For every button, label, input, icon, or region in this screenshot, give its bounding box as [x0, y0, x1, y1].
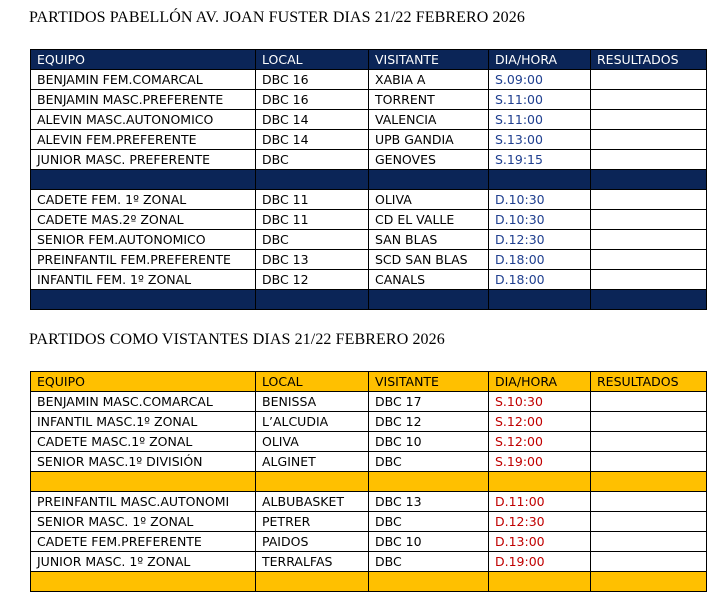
cell-team: ALEVIN FEM.PREFERENTE: [31, 130, 256, 150]
match-row: [31, 70, 707, 90]
cell-result: [591, 150, 707, 170]
separator-cell: [256, 290, 369, 310]
separator-cell: [31, 572, 256, 592]
match-row: [31, 552, 707, 572]
cell-local: DBC: [256, 150, 369, 170]
cell-result: [591, 432, 707, 452]
cell-result: [591, 492, 707, 512]
cell-local: OLIVA: [256, 432, 369, 452]
cell-datetime: D.12:30: [489, 230, 591, 250]
cell-visitor: VALENCIA: [369, 110, 489, 130]
cell-result: [591, 250, 707, 270]
cell-local: L’ALCUDIA: [256, 412, 369, 432]
cell-result: [591, 70, 707, 90]
column-header-local: LOCAL: [256, 50, 369, 70]
match-row: [31, 512, 707, 532]
cell-result: [591, 412, 707, 432]
separator-cell: [591, 472, 707, 492]
separator-cell: [31, 170, 256, 190]
cell-result: [591, 532, 707, 552]
cell-team: CADETE FEM.PREFERENTE: [31, 532, 256, 552]
cell-result: [591, 210, 707, 230]
cell-team: INFANTIL MASC.1º ZONAL: [31, 412, 256, 432]
cell-visitor: CANALS: [369, 270, 489, 290]
cell-visitor: DBC: [369, 552, 489, 572]
cell-visitor: SCD SAN BLAS: [369, 250, 489, 270]
cell-datetime: D.11:00: [489, 492, 591, 512]
cell-local: PETRER: [256, 512, 369, 532]
cell-result: [591, 270, 707, 290]
cell-datetime: S.13:00: [489, 130, 591, 150]
cell-team: PREINFANTIL FEM.PREFERENTE: [31, 250, 256, 270]
cell-visitor: DBC 13: [369, 492, 489, 512]
separator-cell: [369, 170, 489, 190]
separator-cell: [256, 170, 369, 190]
cell-visitor: DBC 10: [369, 432, 489, 452]
cell-datetime: D.13:00: [489, 532, 591, 552]
cell-result: [591, 110, 707, 130]
match-row: [31, 412, 707, 432]
header-row: [31, 372, 707, 392]
cell-team: SENIOR MASC. 1º ZONAL: [31, 512, 256, 532]
separator-cell: [369, 572, 489, 592]
day-separator-row: [31, 472, 707, 492]
cell-local: DBC 11: [256, 190, 369, 210]
cell-datetime: S.12:00: [489, 432, 591, 452]
match-row: [31, 492, 707, 512]
column-header-datetime: DIA/HORA: [489, 372, 591, 392]
cell-team: CADETE MAS.2º ZONAL: [31, 210, 256, 230]
cell-team: CADETE FEM. 1º ZONAL: [31, 190, 256, 210]
cell-local: DBC 12: [256, 270, 369, 290]
cell-local: ALBUBASKET: [256, 492, 369, 512]
match-row: [31, 130, 707, 150]
separator-cell: [591, 572, 707, 592]
column-header-visitor: VISITANTE: [369, 372, 489, 392]
separator-cell: [489, 472, 591, 492]
cell-datetime: S.09:00: [489, 70, 591, 90]
column-header-team: EQUIPO: [31, 372, 256, 392]
day-separator-row: [31, 290, 707, 310]
cell-datetime: D.10:30: [489, 210, 591, 230]
match-row: [31, 270, 707, 290]
cell-local: DBC 14: [256, 110, 369, 130]
cell-team: CADETE MASC.1º ZONAL: [31, 432, 256, 452]
match-row: [31, 250, 707, 270]
cell-visitor: GENOVES: [369, 150, 489, 170]
cell-team: SENIOR FEM.AUTONOMICO: [31, 230, 256, 250]
cell-local: DBC 14: [256, 130, 369, 150]
cell-visitor: XABIA A: [369, 70, 489, 90]
cell-visitor: OLIVA: [369, 190, 489, 210]
cell-datetime: D.12:30: [489, 512, 591, 532]
cell-result: [591, 130, 707, 150]
cell-visitor: DBC: [369, 512, 489, 532]
match-row: [31, 230, 707, 250]
day-separator-row: [31, 572, 707, 592]
home-schedule-table: [30, 49, 707, 310]
cell-team: ALEVIN MASC.AUTONOMICO: [31, 110, 256, 130]
cell-visitor: DBC 17: [369, 392, 489, 412]
separator-cell: [591, 170, 707, 190]
match-row: [31, 90, 707, 110]
column-header-datetime: DIA/HORA: [489, 50, 591, 70]
match-row: [31, 210, 707, 230]
cell-local: BENISSA: [256, 392, 369, 412]
separator-cell: [489, 170, 591, 190]
cell-datetime: D.19:00: [489, 552, 591, 572]
column-header-local: LOCAL: [256, 372, 369, 392]
cell-datetime: D.10:30: [489, 190, 591, 210]
column-header-visitor: VISITANTE: [369, 50, 489, 70]
match-row: [31, 110, 707, 130]
cell-visitor: CD EL VALLE: [369, 210, 489, 230]
match-row: [31, 432, 707, 452]
match-row: [31, 532, 707, 552]
cell-visitor: DBC: [369, 452, 489, 472]
cell-datetime: D.18:00: [489, 250, 591, 270]
day-separator-row: [31, 170, 707, 190]
match-row: [31, 190, 707, 210]
cell-result: [591, 552, 707, 572]
column-header-result: RESULTADOS: [591, 50, 707, 70]
cell-team: PREINFANTIL MASC.AUTONOMI: [31, 492, 256, 512]
away-section-title: PARTIDOS COMO VISTANTES DIAS 21/22 FEBRERO 2026: [29, 331, 445, 348]
cell-visitor: DBC 10: [369, 532, 489, 552]
column-header-result: RESULTADOS: [591, 372, 707, 392]
match-row: [31, 452, 707, 472]
cell-datetime: D.18:00: [489, 270, 591, 290]
separator-cell: [256, 572, 369, 592]
cell-team: BENJAMIN MASC.PREFERENTE: [31, 90, 256, 110]
home-section-title: PARTIDOS PABELLÓN AV. JOAN FUSTER DIAS 21/22 FEBRERO 2026: [29, 9, 525, 26]
cell-visitor: TORRENT: [369, 90, 489, 110]
cell-result: [591, 190, 707, 210]
cell-local: DBC 13: [256, 250, 369, 270]
cell-local: DBC 16: [256, 90, 369, 110]
cell-result: [591, 452, 707, 472]
separator-cell: [369, 472, 489, 492]
separator-cell: [31, 290, 256, 310]
cell-result: [591, 230, 707, 250]
separator-cell: [369, 290, 489, 310]
cell-result: [591, 512, 707, 532]
cell-local: DBC: [256, 230, 369, 250]
cell-datetime: S.19:00: [489, 452, 591, 472]
separator-cell: [31, 472, 256, 492]
cell-datetime: S.12:00: [489, 412, 591, 432]
separator-cell: [256, 472, 369, 492]
cell-team: JUNIOR MASC. 1º ZONAL: [31, 552, 256, 572]
cell-local: DBC 11: [256, 210, 369, 230]
cell-datetime: S.11:00: [489, 90, 591, 110]
cell-visitor: DBC 12: [369, 412, 489, 432]
cell-local: PAIDOS: [256, 532, 369, 552]
cell-team: BENJAMIN MASC.COMARCAL: [31, 392, 256, 412]
cell-local: TERRALFAS: [256, 552, 369, 572]
separator-cell: [489, 290, 591, 310]
cell-local: ALGINET: [256, 452, 369, 472]
header-row: [31, 50, 707, 70]
away-schedule-table: [30, 371, 707, 592]
cell-visitor: UPB GANDIA: [369, 130, 489, 150]
cell-local: DBC 16: [256, 70, 369, 90]
cell-result: [591, 90, 707, 110]
cell-team: SENIOR MASC.1º DIVISIÓN: [31, 452, 256, 472]
cell-team: JUNIOR MASC. PREFERENTE: [31, 150, 256, 170]
separator-cell: [489, 572, 591, 592]
match-row: [31, 392, 707, 412]
match-row: [31, 150, 707, 170]
cell-datetime: S.10:30: [489, 392, 591, 412]
separator-cell: [591, 290, 707, 310]
column-header-team: EQUIPO: [31, 50, 256, 70]
cell-visitor: SAN BLAS: [369, 230, 489, 250]
cell-team: BENJAMIN FEM.COMARCAL: [31, 70, 256, 90]
cell-datetime: S.11:00: [489, 110, 591, 130]
cell-result: [591, 392, 707, 412]
cell-team: INFANTIL FEM. 1º ZONAL: [31, 270, 256, 290]
cell-datetime: S.19:15: [489, 150, 591, 170]
